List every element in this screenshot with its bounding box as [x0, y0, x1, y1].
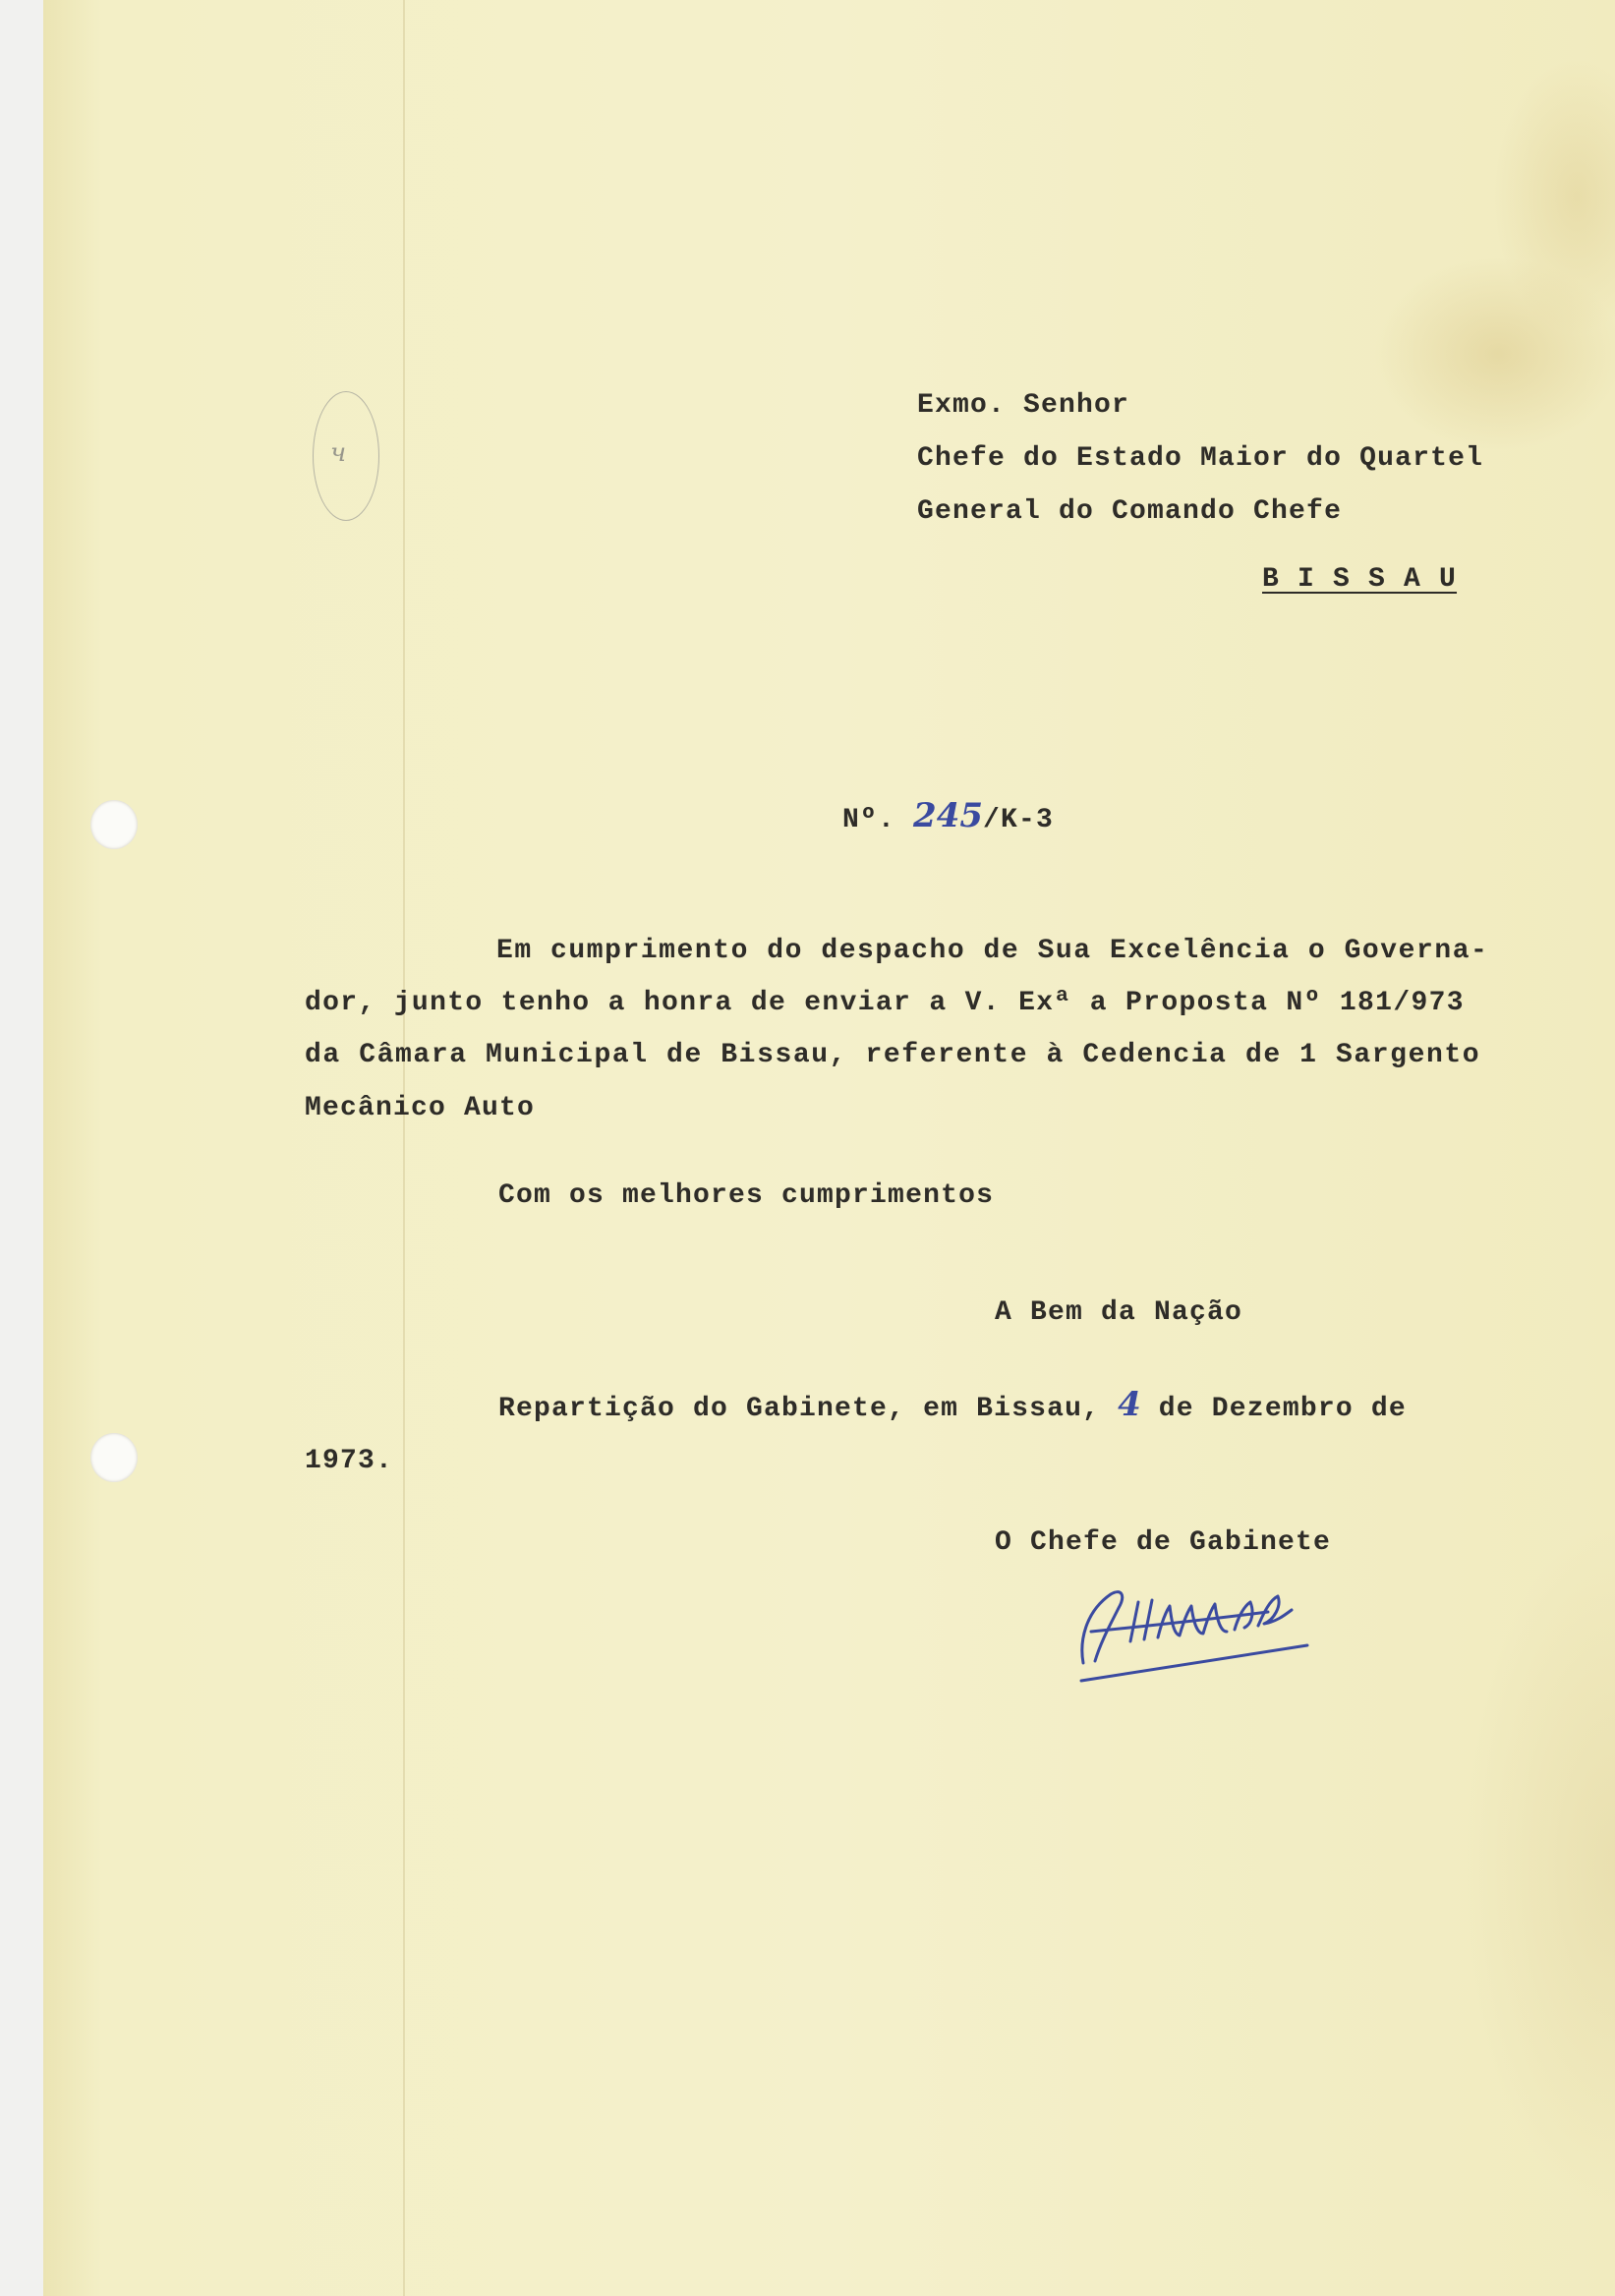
punch-hole-top: [90, 800, 138, 849]
reference-suffix: /K-3: [983, 805, 1055, 835]
handwritten-day: 4: [1118, 1385, 1141, 1424]
addressee-line-1: Chefe do Estado Maior do Quartel: [917, 443, 1484, 474]
closing-greeting: Com os melhores cumprimentos: [498, 1180, 995, 1211]
place-date-line: [498, 1385, 1407, 1424]
reference-number: [842, 796, 1054, 835]
punch-hole-bottom: [90, 1433, 138, 1482]
body-line-3: da Câmara Municipal de Bissau, referente à Cedencia de 1 Sargento: [305, 1040, 1481, 1070]
reference-handwritten-number: 245: [913, 796, 984, 835]
pencil-mark-text: ч: [330, 438, 347, 468]
body-line-1: Em cumprimento do despacho de Sua Excelência o Governa-: [496, 936, 1489, 966]
body-line-2: dor, junto tenho a honra de enviar a V. Exª a Proposta Nº 181/973: [305, 988, 1465, 1018]
reference-prefix: Nº.: [842, 805, 896, 835]
addressee-city: B I S S A U: [1262, 564, 1458, 595]
place-date-text: Repartição do Gabinete, em Bissau,: [498, 1394, 1101, 1424]
signatory-title: O Chefe de Gabinete: [995, 1527, 1332, 1558]
date-year: 1973.: [305, 1446, 394, 1476]
addressee-line-2: General do Comando Chefe: [917, 496, 1343, 527]
motto: A Bem da Nação: [995, 1297, 1243, 1328]
paper-fold-line: [403, 0, 405, 2296]
letter-page: [43, 0, 1615, 2296]
body-line-4: Mecânico Auto: [305, 1093, 536, 1123]
addressee-salutation: Exmo. Senhor: [917, 390, 1130, 421]
place-date-month: de Dezembro de: [1158, 1394, 1407, 1424]
handwritten-signature: [1071, 1573, 1317, 1691]
